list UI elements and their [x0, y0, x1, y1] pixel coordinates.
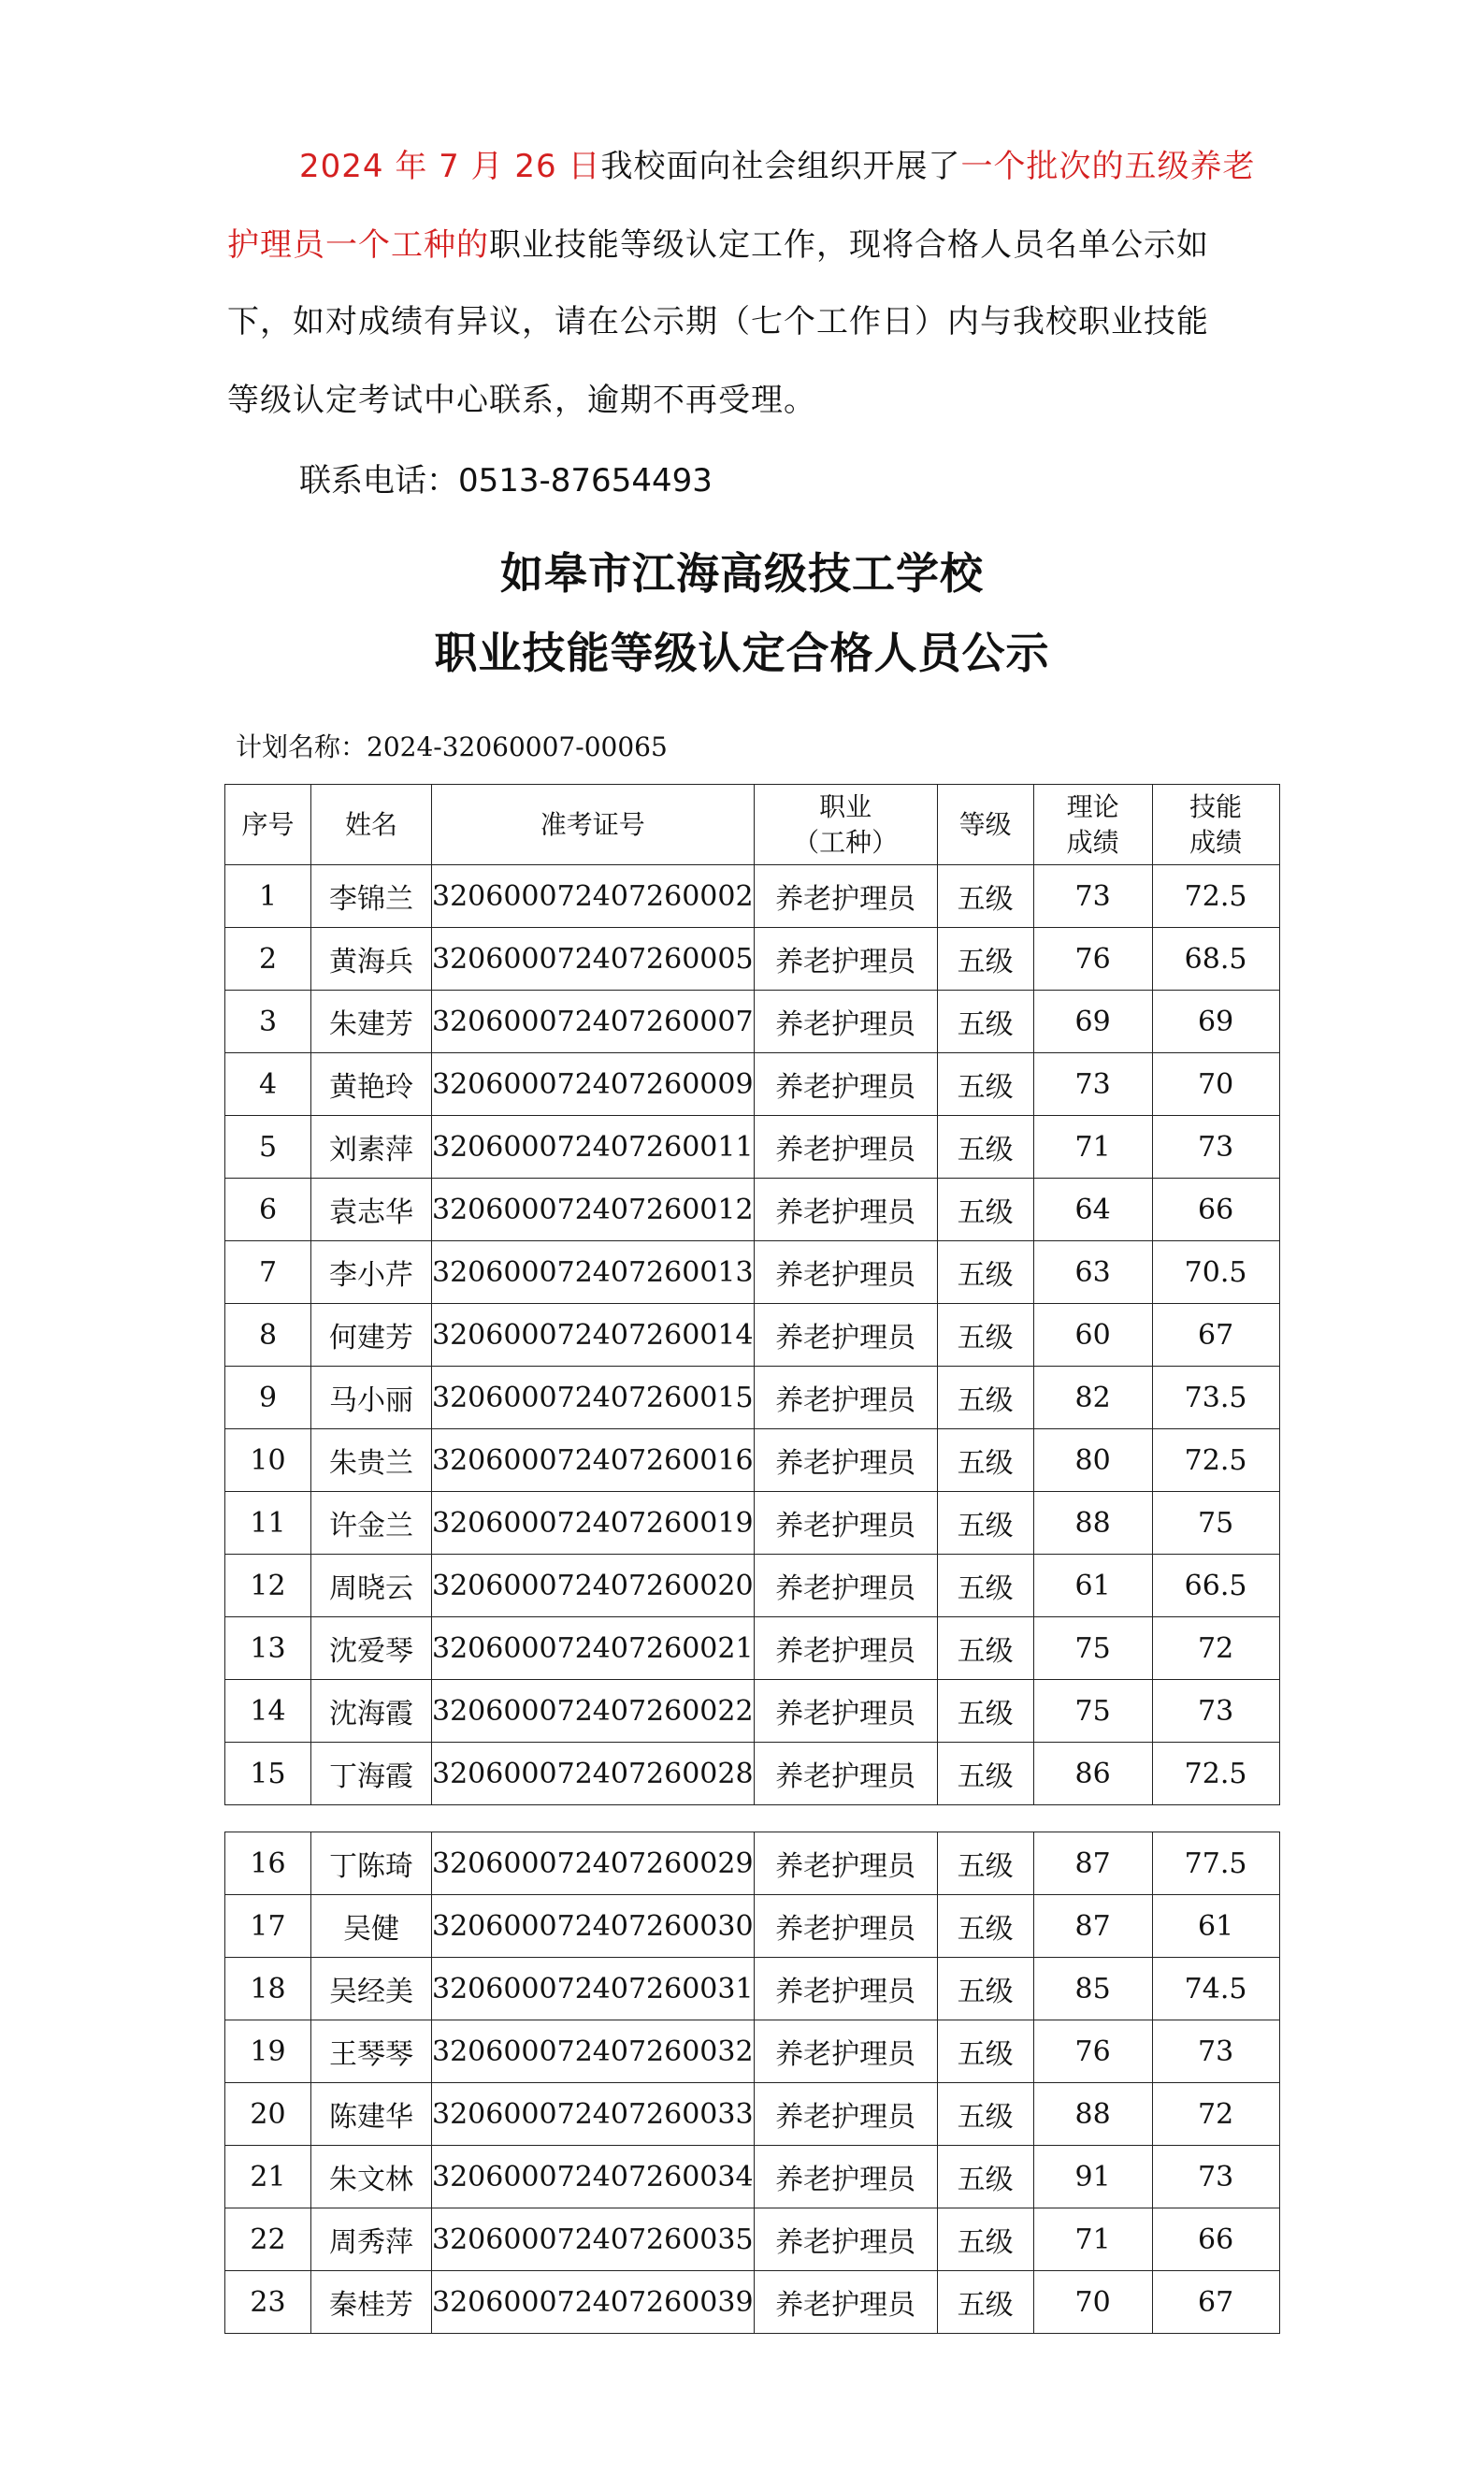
- table-cell: 8: [225, 1304, 311, 1367]
- table-cell: 70: [1152, 1053, 1279, 1116]
- table-cell: 61: [1033, 1555, 1152, 1617]
- table-cell: 五级: [937, 1958, 1033, 2020]
- table-cell: 63: [1033, 1241, 1152, 1304]
- table-cell: 320600072407260039: [432, 2271, 755, 2334]
- table-cell: 14: [225, 1680, 311, 1743]
- table-cell: 养老护理员: [754, 2208, 937, 2271]
- table-cell: 五级: [937, 2146, 1033, 2208]
- table-row: [225, 2020, 1280, 2083]
- column-header: 等级: [937, 785, 1033, 865]
- table-cell: 3: [225, 991, 311, 1053]
- table-cell: 五级: [937, 928, 1033, 991]
- table-cell: 15: [225, 1743, 311, 1805]
- table-cell: 69: [1152, 991, 1279, 1053]
- intro-text: 我校面向社会组织开展了: [600, 148, 961, 185]
- table-row: [225, 1743, 1280, 1805]
- table-cell: 养老护理员: [754, 1179, 937, 1241]
- table-cell: 陈建华: [311, 2083, 432, 2146]
- table-cell: 91: [1033, 2146, 1152, 2208]
- table-cell: 沈海霞: [311, 1680, 432, 1743]
- table-cell: 320600072407260035: [432, 2208, 755, 2271]
- table-cell: 73: [1033, 1053, 1152, 1116]
- table-cell: 养老护理员: [754, 1304, 937, 1367]
- column-header: 准考证号: [432, 785, 755, 865]
- intro-line-1: [299, 137, 1290, 196]
- table-cell: 64: [1033, 1179, 1152, 1241]
- notice-title: 职业技能等级认定合格人员公示: [434, 628, 1050, 678]
- table-cell: 五级: [937, 1895, 1033, 1958]
- table-cell: 五级: [937, 1179, 1033, 1241]
- table-cell: 72: [1152, 2083, 1279, 2146]
- column-header: 序号: [225, 785, 311, 865]
- table-cell: 320600072407260034: [432, 2146, 755, 2208]
- table-cell: 72.5: [1152, 1743, 1279, 1805]
- table-cell: 10: [225, 1429, 311, 1492]
- table-cell: 72: [1152, 1617, 1279, 1680]
- table-cell: 6: [225, 1179, 311, 1241]
- highlight-text: 2024 年 7 月 26 日: [299, 148, 601, 185]
- table-cell: 71: [1033, 1116, 1152, 1179]
- table-cell: 养老护理员: [754, 1116, 937, 1179]
- highlight-text: 护理员一个工种的: [227, 226, 489, 264]
- table-cell: 刘素萍: [311, 1116, 432, 1179]
- table-cell: 朱贵兰: [311, 1429, 432, 1492]
- table-cell: 69: [1033, 991, 1152, 1053]
- table-row: [225, 1116, 1280, 1179]
- table-cell: 320600072407260020: [432, 1555, 755, 1617]
- table-cell: 82: [1033, 1367, 1152, 1429]
- table-cell: 23: [225, 2271, 311, 2334]
- table-cell: 320600072407260005: [432, 928, 755, 991]
- table-cell: 320600072407260015: [432, 1367, 755, 1429]
- table-cell: 五级: [937, 1429, 1033, 1492]
- table-cell: 秦桂芳: [311, 2271, 432, 2334]
- school-title: 如皋市江海高级技工学校: [500, 548, 984, 599]
- table-cell: 五级: [937, 1555, 1033, 1617]
- table-cell: 61: [1152, 1895, 1279, 1958]
- table-cell: 五级: [937, 1367, 1033, 1429]
- table-cell: 73: [1152, 2020, 1279, 2083]
- table-row: [225, 1832, 1280, 1895]
- table-cell: 320600072407260014: [432, 1304, 755, 1367]
- table-cell: 72.5: [1152, 1429, 1279, 1492]
- intro-line-4: 等级认定考试中心联系，逾期不再受理。: [227, 382, 816, 419]
- table-cell: 67: [1152, 1304, 1279, 1367]
- table-cell: 五级: [937, 865, 1033, 928]
- table-cell: 86: [1033, 1743, 1152, 1805]
- table-cell: 22: [225, 2208, 311, 2271]
- table-cell: 18: [225, 1958, 311, 2020]
- table-cell: 养老护理员: [754, 1492, 937, 1555]
- table-cell: 五级: [937, 991, 1033, 1053]
- table-row: [225, 2146, 1280, 2208]
- intro-text: 职业技能等级认定工作，现将合格人员名单公示如: [489, 226, 1209, 264]
- table-row: [225, 2208, 1280, 2271]
- table-cell: 养老护理员: [754, 1429, 937, 1492]
- table-header-row: [225, 785, 1280, 865]
- table-cell: 320600072407260016: [432, 1429, 755, 1492]
- table-cell: 五级: [937, 2020, 1033, 2083]
- table-cell: 74.5: [1152, 1958, 1279, 2020]
- table-row: [225, 1304, 1280, 1367]
- table-cell: 12: [225, 1555, 311, 1617]
- table-cell: 70: [1033, 2271, 1152, 2334]
- table-cell: 73: [1152, 2146, 1279, 2208]
- table-cell: 五级: [937, 1832, 1033, 1895]
- table-cell: 2: [225, 928, 311, 991]
- table-cell: 16: [225, 1832, 311, 1895]
- table-cell: 66.5: [1152, 1555, 1279, 1617]
- table-cell: 75: [1033, 1617, 1152, 1680]
- table-cell: 9: [225, 1367, 311, 1429]
- table-cell: 73: [1033, 865, 1152, 928]
- table-cell: 80: [1033, 1429, 1152, 1492]
- table-cell: 五级: [937, 1053, 1033, 1116]
- table-cell: 67: [1152, 2271, 1279, 2334]
- table-cell: 71: [1033, 2208, 1152, 2271]
- table-cell: 320600072407260011: [432, 1116, 755, 1179]
- column-header: 技能 成绩: [1152, 785, 1279, 865]
- table-cell: 五级: [937, 1116, 1033, 1179]
- table-cell: 养老护理员: [754, 1053, 937, 1116]
- table-cell: 五级: [937, 2271, 1033, 2334]
- table-cell: 养老护理员: [754, 1743, 937, 1805]
- table-cell: 李小芹: [311, 1241, 432, 1304]
- table-row: [225, 1680, 1280, 1743]
- table-row: [225, 991, 1280, 1053]
- table-cell: 68.5: [1152, 928, 1279, 991]
- table-row: [225, 2271, 1280, 2334]
- table-cell: 朱建芳: [311, 991, 432, 1053]
- intro-line-3: 下，如对成绩有异议，请在公示期（七个工作日）内与我校职业技能: [227, 303, 1209, 340]
- table-cell: 76: [1033, 2020, 1152, 2083]
- table-cell: 320600072407260033: [432, 2083, 755, 2146]
- table-row: [225, 865, 1280, 928]
- table-cell: 320600072407260028: [432, 1743, 755, 1805]
- table-row: [225, 1367, 1280, 1429]
- table-row: [225, 1053, 1280, 1116]
- table-cell: 袁志华: [311, 1179, 432, 1241]
- intro-line-2: [227, 215, 1275, 275]
- plan-name: 计划名称：2024-32060007-00065: [236, 731, 668, 762]
- table-cell: 320600072407260022: [432, 1680, 755, 1743]
- column-header: 职业 （工种）: [754, 785, 937, 865]
- table-cell: 王琴琴: [311, 2020, 432, 2083]
- table-cell: 养老护理员: [754, 1832, 937, 1895]
- table-cell: 20: [225, 2083, 311, 2146]
- table-cell: 87: [1033, 1895, 1152, 1958]
- table-cell: 黄艳玲: [311, 1053, 432, 1116]
- table-cell: 五级: [937, 1743, 1033, 1805]
- table-cell: 75: [1152, 1492, 1279, 1555]
- table-cell: 五级: [937, 1680, 1033, 1743]
- table-cell: 320600072407260030: [432, 1895, 755, 1958]
- table-cell: 朱文林: [311, 2146, 432, 2208]
- table-cell: 许金兰: [311, 1492, 432, 1555]
- table-cell: 87: [1033, 1832, 1152, 1895]
- results-table: [224, 784, 1280, 1805]
- table-cell: 沈爱琴: [311, 1617, 432, 1680]
- table-cell: 76: [1033, 928, 1152, 991]
- table-row: [225, 928, 1280, 991]
- table-cell: 养老护理员: [754, 1241, 937, 1304]
- table-cell: 李锦兰: [311, 865, 432, 928]
- table-cell: 17: [225, 1895, 311, 1958]
- table-cell: 养老护理员: [754, 1367, 937, 1429]
- table-cell: 11: [225, 1492, 311, 1555]
- table-cell: 13: [225, 1617, 311, 1680]
- table-cell: 1: [225, 865, 311, 928]
- table-cell: 丁陈琦: [311, 1832, 432, 1895]
- table-cell: 320600072407260013: [432, 1241, 755, 1304]
- table-row: [225, 1555, 1280, 1617]
- table-cell: 吴经美: [311, 1958, 432, 2020]
- table-cell: 丁海霞: [311, 1743, 432, 1805]
- table-row: [225, 1241, 1280, 1304]
- table-cell: 五级: [937, 1304, 1033, 1367]
- table-cell: 7: [225, 1241, 311, 1304]
- table-cell: 60: [1033, 1304, 1152, 1367]
- table-cell: 70.5: [1152, 1241, 1279, 1304]
- results-table-continued: [224, 1832, 1280, 2334]
- table-cell: 吴健: [311, 1895, 432, 1958]
- contact-phone: 联系电话：0513-87654493: [299, 462, 713, 500]
- table-row: [225, 1958, 1280, 2020]
- table-row: [225, 1179, 1280, 1241]
- table-cell: 五级: [937, 2083, 1033, 2146]
- table-cell: 5: [225, 1116, 311, 1179]
- table-cell: 66: [1152, 1179, 1279, 1241]
- table-cell: 320600072407260032: [432, 2020, 755, 2083]
- table-cell: 320600072407260031: [432, 1958, 755, 2020]
- table-cell: 养老护理员: [754, 1617, 937, 1680]
- table-cell: 320600072407260012: [432, 1179, 755, 1241]
- table-cell: 养老护理员: [754, 1555, 937, 1617]
- table-cell: 320600072407260007: [432, 991, 755, 1053]
- table-cell: 77.5: [1152, 1832, 1279, 1895]
- table-cell: 19: [225, 2020, 311, 2083]
- table-cell: 320600072407260019: [432, 1492, 755, 1555]
- table-row: [225, 1429, 1280, 1492]
- table-cell: 21: [225, 2146, 311, 2208]
- table-cell: 320600072407260009: [432, 1053, 755, 1116]
- table-cell: 88: [1033, 2083, 1152, 2146]
- table-row: [225, 1617, 1280, 1680]
- table-cell: 75: [1033, 1680, 1152, 1743]
- table-cell: 4: [225, 1053, 311, 1116]
- table-row: [225, 1492, 1280, 1555]
- table-cell: 85: [1033, 1958, 1152, 2020]
- table-cell: 养老护理员: [754, 2146, 937, 2208]
- table-cell: 养老护理员: [754, 1895, 937, 1958]
- column-header: 理论 成绩: [1033, 785, 1152, 865]
- table-cell: 73: [1152, 1116, 1279, 1179]
- table-cell: 黄海兵: [311, 928, 432, 991]
- table-cell: 养老护理员: [754, 928, 937, 991]
- highlight-text: 一个批次的五级养老: [960, 148, 1256, 185]
- column-header: 姓名: [311, 785, 432, 865]
- table-cell: 养老护理员: [754, 865, 937, 928]
- table-cell: 320600072407260029: [432, 1832, 755, 1895]
- table-cell: 五级: [937, 1492, 1033, 1555]
- table-cell: 320600072407260021: [432, 1617, 755, 1680]
- table-cell: 马小丽: [311, 1367, 432, 1429]
- table-cell: 周晓云: [311, 1555, 432, 1617]
- table-cell: 73.5: [1152, 1367, 1279, 1429]
- table-row: [225, 1895, 1280, 1958]
- table-row: [225, 2083, 1280, 2146]
- table-cell: 五级: [937, 1241, 1033, 1304]
- table-cell: 五级: [937, 2208, 1033, 2271]
- table-cell: 养老护理员: [754, 1958, 937, 2020]
- table-cell: 72.5: [1152, 865, 1279, 928]
- table-cell: 320600072407260002: [432, 865, 755, 928]
- table-cell: 养老护理员: [754, 991, 937, 1053]
- table-cell: 73: [1152, 1680, 1279, 1743]
- table-cell: 88: [1033, 1492, 1152, 1555]
- table-cell: 养老护理员: [754, 2271, 937, 2334]
- table-cell: 周秀萍: [311, 2208, 432, 2271]
- table-cell: 养老护理员: [754, 1680, 937, 1743]
- table-cell: 66: [1152, 2208, 1279, 2271]
- table-cell: 养老护理员: [754, 2020, 937, 2083]
- table-cell: 五级: [937, 1617, 1033, 1680]
- table-cell: 何建芳: [311, 1304, 432, 1367]
- table-cell: 养老护理员: [754, 2083, 937, 2146]
